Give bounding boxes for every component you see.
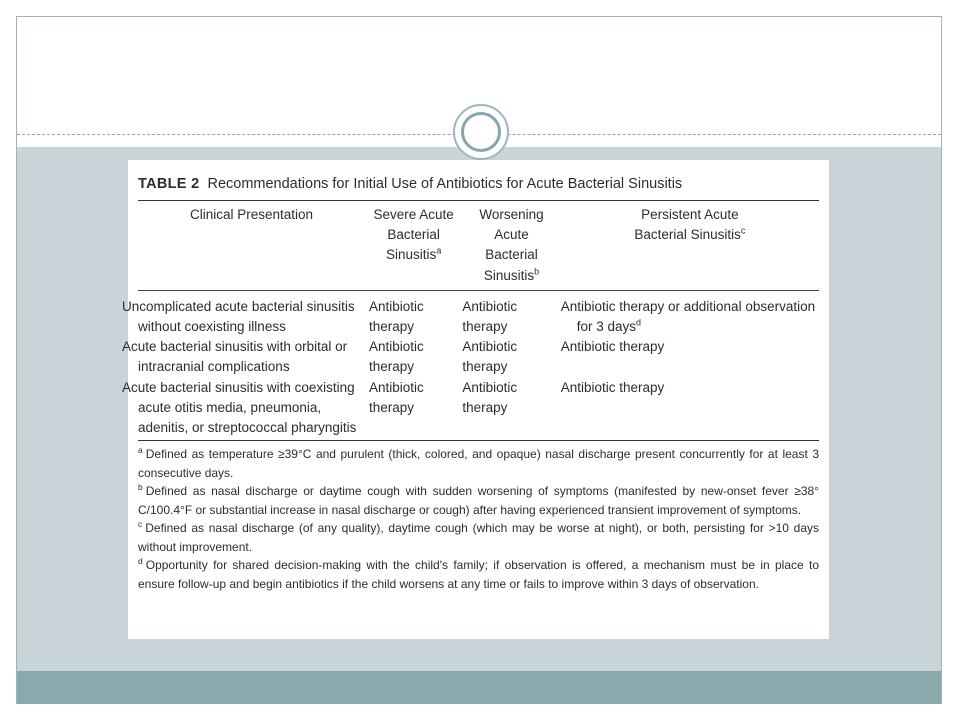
table-header-row [138,201,819,290]
header-line1: Worsening Acute [479,207,544,243]
footnote-text: Defined as nasal discharge (of any quality), daytime cough (which may be worse at night), or both, persisting for >10 days without improvement. [138,521,819,554]
header-severe [365,201,462,290]
header-line2: Bacterial Sinusitis [483,247,538,283]
header-worsening [462,201,560,290]
cell-worsening: Antibiotic therapy [462,379,518,415]
header-clinical-presentation [138,201,365,290]
cell-presentation: Uncomplicated acute bacterial sinusitis without coexisting illness [122,298,355,335]
slide-footer-band [17,671,941,704]
table-image [122,160,829,639]
footnote-c [138,519,819,556]
footnote-mark: a [436,245,442,256]
cell-presentation: Acute bacterial sinusitis with orbital or intracranial complications [122,339,348,375]
footnote-text: Defined as nasal discharge or daytime cough with sudden worsening of symptoms (manifested by new-onset fever ≥38° C/100.4°F or substantial increase in nasal discharge or cough) after having experienced transient improvement of symptoms. [138,484,819,517]
table-bottom-rule [138,440,819,441]
cell-severe: Antibiotic therapy [369,339,424,375]
table-row [138,378,819,439]
footnote-b [138,482,819,519]
table-row [138,337,819,377]
footnote-mark: c [740,225,746,236]
cell-persistent: Antibiotic therapy [560,339,665,355]
cell-persistent [561,297,819,337]
cell-persistent: Antibiotic therapy [560,379,665,395]
cell-persistent-text: Antibiotic therapy or additional observation for 3 days [560,298,816,335]
header-line2: Bacterial Sinusitis [634,227,741,243]
header-label: Clinical Presentation [189,207,314,222]
header-persistent [561,201,819,290]
footnote-a [138,445,819,482]
footnote-text: Defined as temperature ≥39°C and purulent (thick, colored, and opaque) nasal discharge present concurrently for at least 3 consecutive days. [138,447,819,480]
header-line1: Severe Acute [373,207,454,222]
table-footnotes [138,445,819,593]
cell-worsening: Antibiotic therapy [462,339,518,375]
footnote-mark: a [138,445,143,456]
footnote-mark: b [138,482,143,493]
header-line1: Persistent Acute [641,207,739,222]
table-label: TABLE 2 [138,176,200,192]
ring-inner [461,112,501,152]
recommendations-table [122,201,819,438]
footnote-mark: d [138,556,143,567]
table-title-text: Recommendations for Initial Use of Antibiotics for Acute Bacterial Sinusitis [207,176,683,192]
footnote-mark: c [138,519,143,530]
cell-severe: Antibiotic therapy [369,298,424,335]
table-row [138,297,819,337]
footnote-mark: b [534,266,540,277]
cell-presentation: Acute bacterial sinusitis with coexisting acute otitis media, pneumonia, adenitis, or streptococcal pharyngitis [122,379,357,436]
cell-severe: Antibiotic therapy [369,379,424,415]
footnote-mark: d [635,317,641,328]
footnote-text: Opportunity for shared decision-making with the child's family; if observation is offered, a mechanism must be in place to ensure follow-up and begin antibiotics if the child worsens at any time or fails to improve within 3 days of observation. [138,558,819,591]
table-title [138,174,819,194]
cell-worsening: Antibiotic therapy [462,298,518,335]
footnote-d [138,556,819,593]
header-line2: Bacterial Sinusitis [386,227,440,263]
ring-ornament-icon [453,104,509,160]
